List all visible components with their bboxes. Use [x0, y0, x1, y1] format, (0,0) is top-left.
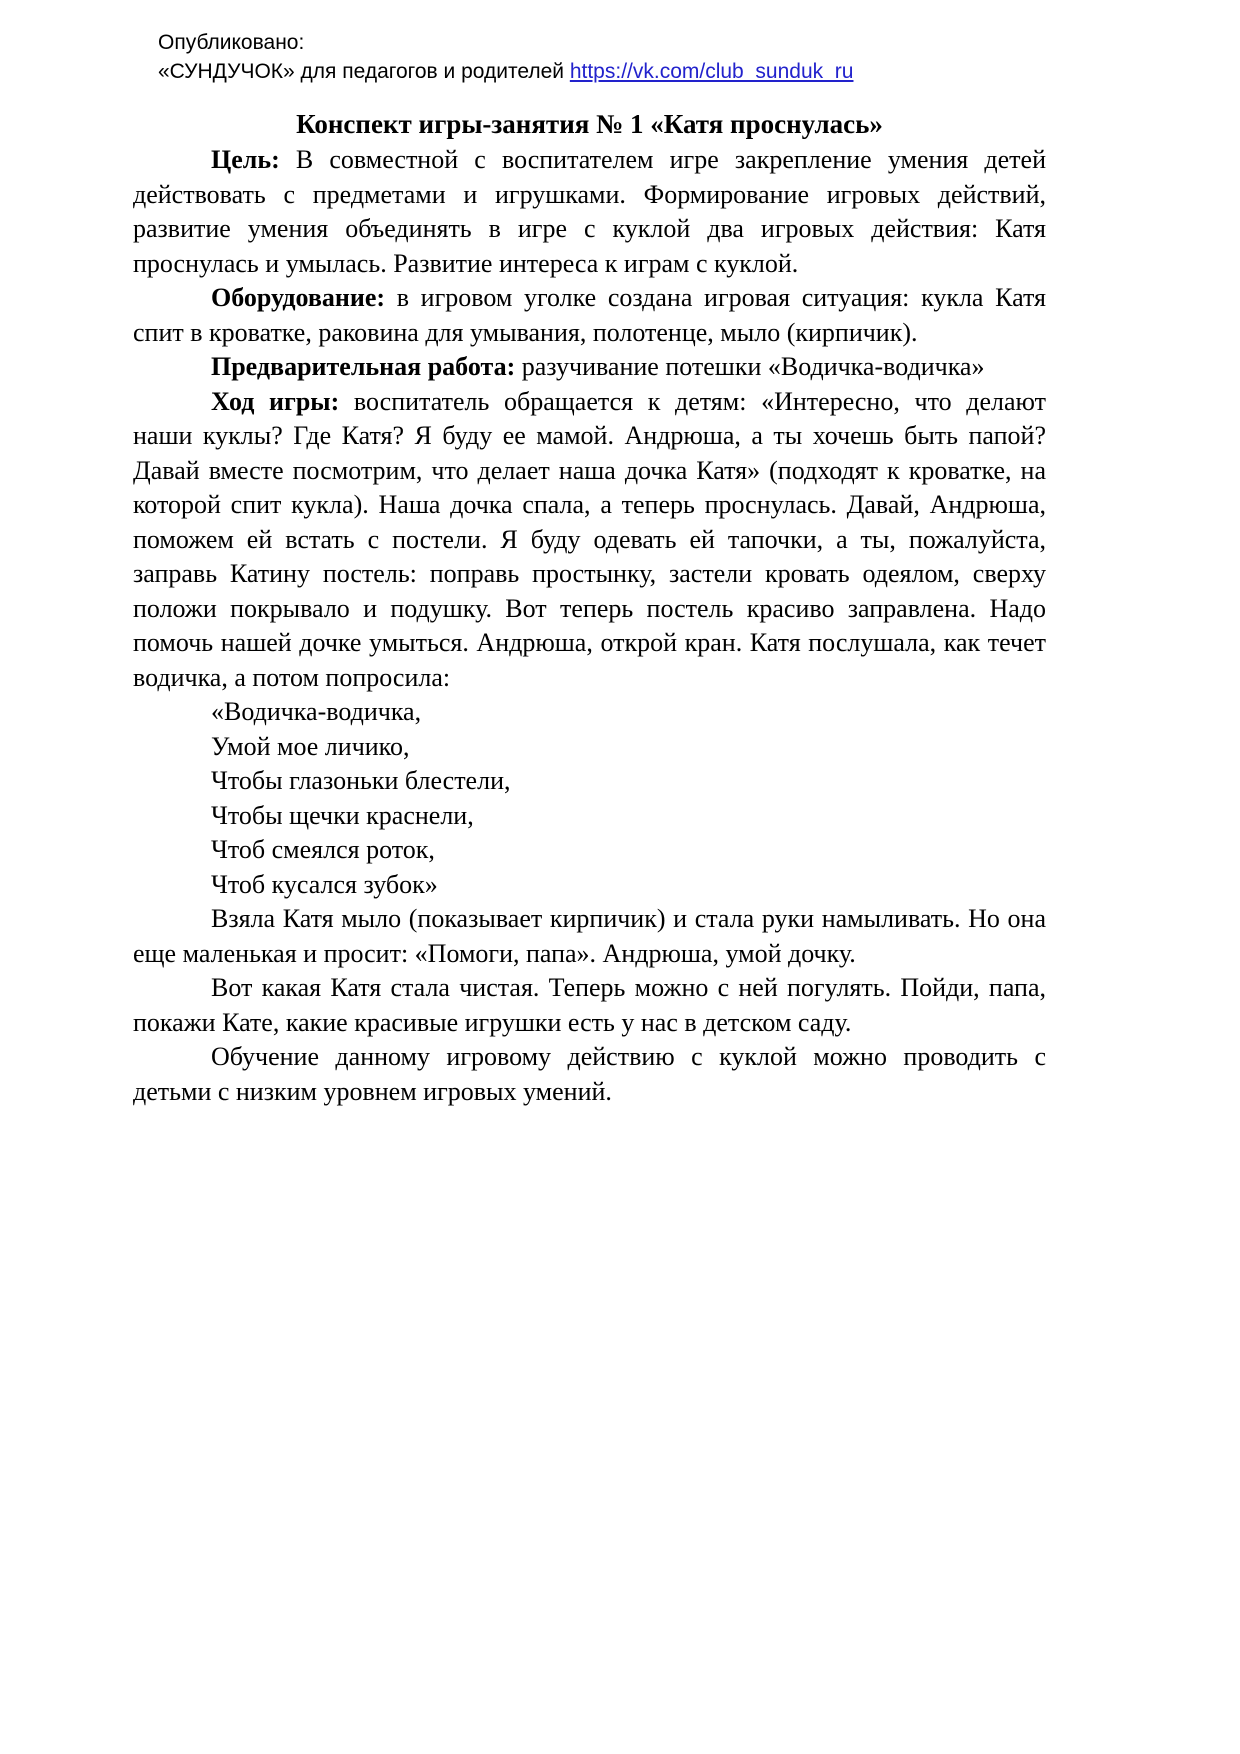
rhyme-line: Чтобы глазоньки блестели, [211, 766, 511, 795]
paragraph-game-course-lead: Ход игры: [211, 386, 340, 416]
page-title: Конспект игры-занятия № 1 «Катя проснулась» [296, 109, 883, 139]
rhyme-line: Чтобы щечки краснели, [211, 800, 474, 830]
document-header [158, 28, 853, 86]
paragraph-equipment [133, 281, 1046, 350]
paragraph-soap-text: Взяла Катя мыло (показывает кирпичик) и стала руки намыливать. Но она еще маленькая и просит: «Помоги, папа». Андрюша, умой дочку. [133, 904, 1046, 968]
paragraph-game-course [133, 385, 1046, 696]
paragraph-goal [133, 143, 1046, 281]
rhyme-line: «Водичка-водичка, [211, 697, 422, 726]
paragraph-preparation [133, 350, 1046, 385]
rhyme-line: Умой мое личико, [211, 731, 410, 761]
published-source-line [158, 57, 853, 86]
paragraph-game-course-text: воспитатель обращается к детям: «Интересно, что делают наши куклы? Где Катя? Я буду ее мамой. Андрюша, а ты хочешь быть папой? Давай вместе посмотрим, что делает наша дочка Катя» (подходят к кроватке, на которой спит кукла). Наша дочка спала, а теперь проснулась. Давай, Андрюша, поможем ей встать с постели. Я буду одевать ей тапочки, а ты, пожалуйста, заправь Катину постель: поправь простынку, застели кровать одеялом, сверху положи покрывало и подушку. Вот теперь постель красиво заправлена. Надо помочь нашей дочке умыться. Андрюша, открой кран. Катя послушала, как течет водичка, а потом попросила: [133, 386, 1046, 692]
paragraph-conclusion [133, 1040, 1046, 1109]
paragraph-equipment-text: в игровом уголке создана игровая ситуация: кукла Катя спит в кроватке, раковина для умывания, полотенце, мыло (кирпичик). [133, 283, 1046, 347]
rhyme-line: Чтоб кусался зубок» [211, 869, 438, 899]
paragraph-preparation-text: разучивание потешки «Водичка-водичка» [515, 352, 985, 381]
paragraph-goal-text: В совместной с воспитателем игре закрепление умения детей действовать с предметами и игрушками. Формирование игровых действий, развитие умения объединять в игре с куклой два игровых действия: Катя проснулась и умылась. Развитие интереса к играм с куклой. [133, 145, 1046, 278]
source-name-text: «СУНДУЧОК» для педагогов и родителей [158, 60, 570, 83]
paragraph-clean-text: Вот какая Катя стала чистая. Теперь можно с ней погулять. Пойди, папа, покажи Кате, какие красивые игрушки есть у нас в детском саду. [133, 973, 1046, 1037]
vk-link[interactable]: https://vk.com/club_sunduk_ru [569, 60, 854, 83]
nursery-rhyme [133, 695, 1046, 902]
paragraph-equipment-lead: Оборудование: [211, 283, 386, 312]
document-body [133, 106, 1046, 1109]
rhyme-line: Чтоб смеялся роток, [211, 835, 435, 864]
paragraph-clean [133, 971, 1046, 1040]
paragraph-soap [133, 902, 1046, 971]
published-label: Опубликовано: [158, 31, 305, 54]
paragraph-preparation-lead: Предварительная работа: [211, 352, 516, 381]
paragraph-conclusion-text: Обучение данному игровому действию с куклой можно проводить с детьми с низким уровнем игровых умений. [133, 1042, 1046, 1106]
paragraph-goal-lead: Цель: [211, 145, 280, 174]
